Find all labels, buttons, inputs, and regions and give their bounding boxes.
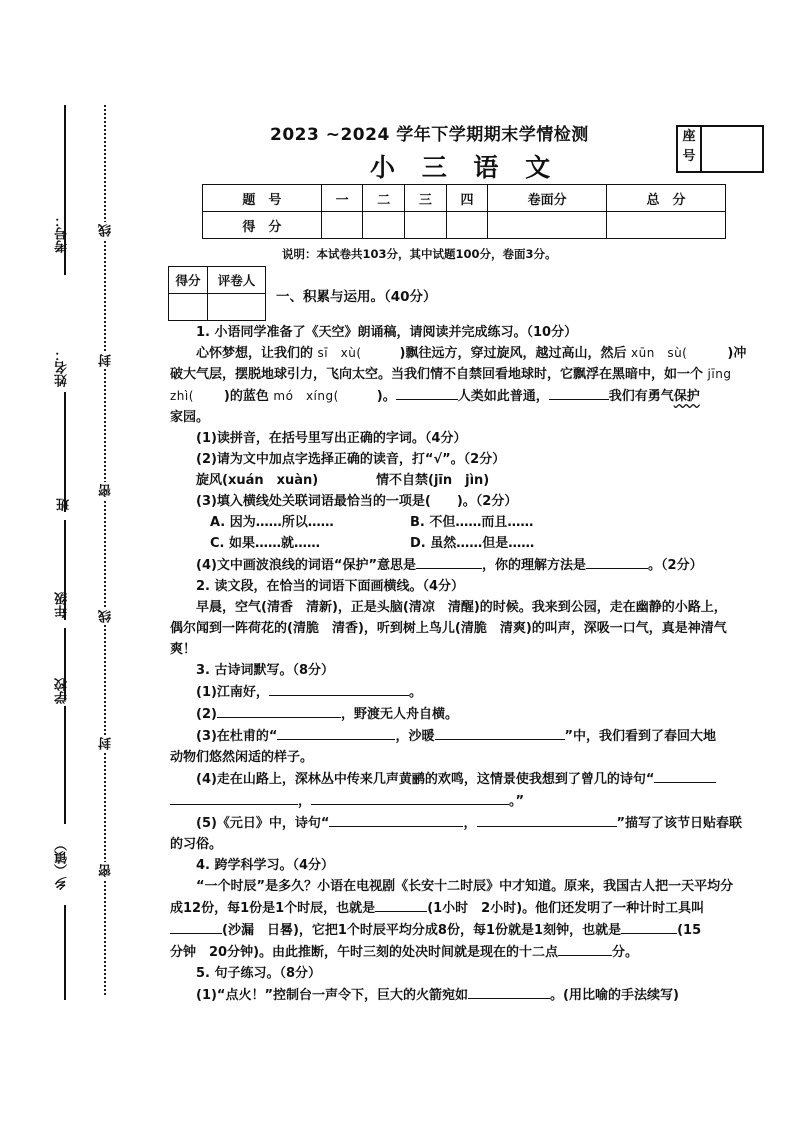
q3-line-4-cont: ， 。” [170,790,768,812]
q3-blank[interactable] [217,703,341,718]
seal-mark-line-2: 线 [99,610,114,623]
q1-sub-2-option[interactable]: 情不自禁(jīn jìn) [376,473,490,488]
score-entry-cell[interactable] [488,212,607,239]
q5-title: 5. 句子练习。（8分） [196,966,322,981]
q3-blank[interactable] [170,790,298,805]
q2-passage-line: 爽！ [170,642,197,657]
q1-sub-3: (3)填入横线处关联词语最恰当的一项是( )。（2分） [196,494,518,509]
school-label: 学校 [55,678,70,704]
q4-blank[interactable] [558,941,612,956]
q4-passage-line: (沙漏 日晷)，它把1个时辰平均分成8份，每1份就是1刻钟，也就是 (15 [170,919,768,941]
q1-sub-4: (4)文中画波浪线的词语“保护”意思是 ，你的理解方法是 。（2分） [170,554,768,576]
seat-number-box[interactable] [676,125,764,173]
score-table-score-row [203,212,726,239]
township-label: 乡（镇） [55,838,70,890]
q3-line-2: (2) ，野渡无人舟自横。 [170,703,768,725]
grader-box [168,266,266,321]
q1-passage-line: 家园。 [170,410,210,425]
seal-mark-secret-2: 密 [99,864,114,877]
q3-blank[interactable] [329,812,463,827]
q2-title: 2. 读文段，在恰当的词语下面画横线。（4分） [196,579,465,594]
score-table-cell: 四 [446,185,488,212]
q5-blank[interactable] [468,984,550,999]
q3-blank[interactable] [269,681,409,696]
q2-passage-line: 偶尔闻到一阵荷花的(清脆 清香)，听到树上鸟儿(清脆 清爽)的叫声，深吸一口气，真是神清气 [170,621,727,636]
score-table-cell: 卷面分 [488,185,607,212]
q3-title: 3. 古诗词默写。（8分） [196,663,335,678]
q1-sub-2: (2)请为文中加点字选择正确的读音，打“√”。（2分） [196,452,506,467]
binding-line-bottom [64,905,66,1000]
q1-blank[interactable] [549,385,609,400]
exam-number-label: 考号： [55,214,70,253]
exam-note: 说明：本试卷共103分，其中试题100分，卷面3分。 [282,247,557,261]
q1-sub-1: (1)读拼音，在括号里写出正确的字词。（4分） [196,431,467,446]
q1-sub-3-options-row [170,512,768,533]
score-table-cell: 得 分 [203,212,322,239]
q4-passage-line: 成12份，每1份是1个时辰，也就是 (1小时 2小时)。他们还发明了一种计时工具叫 [170,897,768,919]
score-entry-cell[interactable] [363,212,405,239]
score-table [202,184,726,239]
q1-option-a[interactable]: A. 因为……所以…… [210,515,334,530]
section-1-title: 一、积累与运用。（40分） [276,289,437,305]
grade-label: 年级 [55,592,70,618]
question-content [170,322,768,1006]
q3-line-5-cont: 的习俗。 [170,837,223,852]
score-table-cell: 二 [363,185,405,212]
class-label: 班 [57,498,72,511]
q1-sub-2-option[interactable]: 旋风(xuán xuàn) [196,473,319,488]
q1-passage-line: 心怀梦想，让我们的 sī xù( )飘往远方，穿过旋风，越过高山，然后 xūn sù( )冲 [196,346,747,361]
q1-passage-line: zhì( )的蓝色 mó xíng( )。 人类如此普通， 我们有勇气保护 [170,385,768,407]
grader-name-entry[interactable] [208,294,266,321]
seal-mark-seal-2: 封 [99,737,114,750]
q3-blank[interactable] [311,790,509,805]
score-table-cell: 三 [405,185,447,212]
exam-title: 2023 ~2024 学年下学期期末学情检测 [270,125,589,145]
q3-line-1: (1)江南好， 。 [170,681,768,703]
q1-sub-3-options-row [170,533,768,554]
score-table-cell: 题 号 [203,185,322,212]
q3-line-3: (3)在杜甫的“ ，沙暖 ”中，我们看到了春回大地 [170,725,768,747]
score-entry-cell[interactable] [446,212,488,239]
seal-mark-seal-1: 封 [99,354,114,367]
q4-passage-line: 分钟 20分钟)。由此推断，午时三刻的处决时间就是现在的十二点 分。 [170,941,768,963]
grader-name-label: 评卷人 [208,267,266,294]
grader-score-entry[interactable] [169,294,208,321]
q2-passage-line: 早晨，空气(清香 清新)，正是头脑(清凉 清醒)的时候。我来到公园，走在幽静的小路上， [196,600,727,615]
subject-title: 小 三 语 文 [370,153,560,182]
q1-sub-4-blank[interactable] [416,554,482,569]
q1-option-b[interactable]: B. 不但……而且…… [410,515,534,530]
seal-mark-secret-1: 密 [99,484,114,497]
q4-title: 4. 跨学科学习。（4分） [196,858,335,873]
name-label: 姓名： [55,348,70,387]
score-table-cell: 总 分 [607,185,726,212]
grader-score-label: 得分 [169,267,208,294]
q1-sub-4-blank[interactable] [586,554,648,569]
seal-mark-line-1: 线 [99,224,114,237]
q1-blank[interactable] [396,385,458,400]
q3-blank[interactable] [477,812,617,827]
q1-sub-2-options [170,470,768,491]
q1-passage-line: 破大气层，摆脱地球引力，飞向太空。当我们情不自禁回看地球时，它飘浮在黑暗中，如一个 jīng [170,367,732,382]
q1-title: 1. 小语同学准备了《天空》朗诵稿，请阅读并完成练习。（10分） [196,325,578,340]
q4-blank[interactable] [621,919,677,934]
score-table-cell: 一 [321,185,363,212]
q1-option-c[interactable]: C. 如果……就…… [210,536,321,551]
binding-line-low2 [64,706,66,824]
q3-blank[interactable] [277,725,395,740]
q4-blank[interactable] [170,919,222,934]
q4-blank[interactable] [375,897,427,912]
q3-blank[interactable] [435,725,565,740]
q3-line-4: (4)走在山路上，深林丛中传来几声黄鹂的欢鸣，这情景使我想到了曾几的诗句“ [170,768,768,790]
q1-wavy-word: 保护 [673,389,700,404]
seat-number-label: 座号 [678,127,702,171]
q5-sub-1: (1)“点火！”控制台一声令下，巨大的火箭宛如 。(用比喻的手法续写) [170,984,768,1006]
q3-line-5: (5)《元日》中，诗句“ ， ”描写了该节日贴春联 [170,812,768,834]
q3-line-3-cont: 动物们悠然闲适的样子。 [170,750,314,765]
q1-option-d[interactable]: D. 虽然……但是…… [410,536,535,551]
score-entry-cell[interactable] [607,212,726,239]
binding-line-upper [64,392,66,512]
score-entry-cell[interactable] [321,212,363,239]
q3-blank[interactable] [654,768,716,783]
score-entry-cell[interactable] [405,212,447,239]
score-table-header-row [203,185,726,212]
q4-passage-line: “一个时辰”是多久？小语在电视剧《长安十二时辰》中才知道。原来，我国古人把一天平均分 [196,879,734,894]
